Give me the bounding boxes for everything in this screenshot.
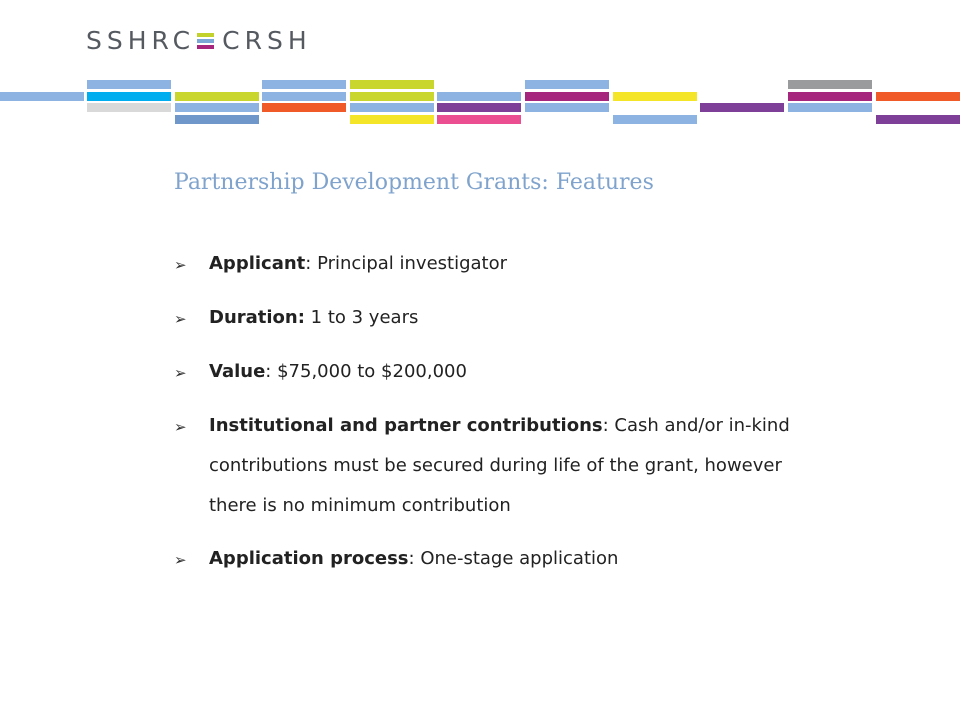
bullet-separator: : (408, 548, 421, 569)
bullet-value: 1 to 3 years (310, 307, 419, 328)
logo-text-crsh: CRSH (222, 26, 312, 55)
bullet-label: Duration: (209, 307, 305, 328)
feature-list (174, 244, 814, 593)
stripe (525, 92, 609, 101)
stripe (876, 92, 960, 101)
bullet-value: $75,000 to $200,000 (277, 361, 467, 382)
stripe (613, 115, 697, 124)
stripe (613, 92, 697, 101)
arrowhead-icon: ➢ (174, 364, 187, 382)
stripe (262, 92, 346, 101)
bullet-text (209, 539, 814, 580)
stripe (788, 92, 872, 101)
list-item (174, 539, 814, 580)
stripe (350, 80, 434, 89)
stripe (437, 103, 521, 112)
stripe (876, 115, 960, 124)
bullet-label: Applicant (209, 253, 306, 274)
list-item (174, 352, 814, 393)
stripe (525, 103, 609, 112)
header-stripe-pattern (0, 0, 960, 130)
stripe (788, 80, 872, 89)
stripe (437, 92, 521, 101)
stripe (262, 103, 346, 112)
stripe (437, 115, 521, 124)
arrowhead-icon: ➢ (174, 310, 187, 328)
logo-text-sshrc: SSHRC (86, 26, 196, 55)
bullet-label: Application process (209, 548, 409, 569)
bullet-text (209, 406, 814, 526)
slide-title: Partnership Development Grants: Features (174, 170, 654, 195)
bullet-value: One-stage application (420, 548, 619, 569)
stripe (87, 80, 171, 89)
bullet-label: Institutional and partner contributions (209, 415, 603, 436)
bullet-separator: : (305, 253, 318, 274)
arrowhead-icon: ➢ (174, 551, 187, 569)
stripe (0, 92, 84, 101)
bullet-separator: : (265, 361, 278, 382)
stripe (87, 103, 171, 112)
bullet-separator: : (602, 415, 615, 436)
stripe (350, 103, 434, 112)
bullet-text (209, 352, 814, 393)
list-item (174, 406, 814, 526)
stripe (175, 92, 259, 101)
stripe (350, 92, 434, 101)
stripe (262, 80, 346, 89)
list-item (174, 298, 814, 339)
bullet-value: Principal investigator (317, 253, 508, 274)
bullet-text (209, 298, 814, 339)
bullet-text (209, 244, 814, 285)
bullet-label: Value (209, 361, 266, 382)
stripe (87, 92, 171, 101)
bullet-value: Cash and/or in-kind contributions must be secured during life of the grant, however there is no minimum contribution (209, 415, 790, 516)
list-item (174, 244, 814, 285)
stripe (175, 103, 259, 112)
arrowhead-icon: ➢ (174, 418, 187, 436)
stripe (350, 115, 434, 124)
stripe (788, 103, 872, 112)
arrowhead-icon: ➢ (174, 256, 187, 274)
stripe (525, 80, 609, 89)
stripe (175, 115, 259, 124)
stripe (700, 103, 784, 112)
